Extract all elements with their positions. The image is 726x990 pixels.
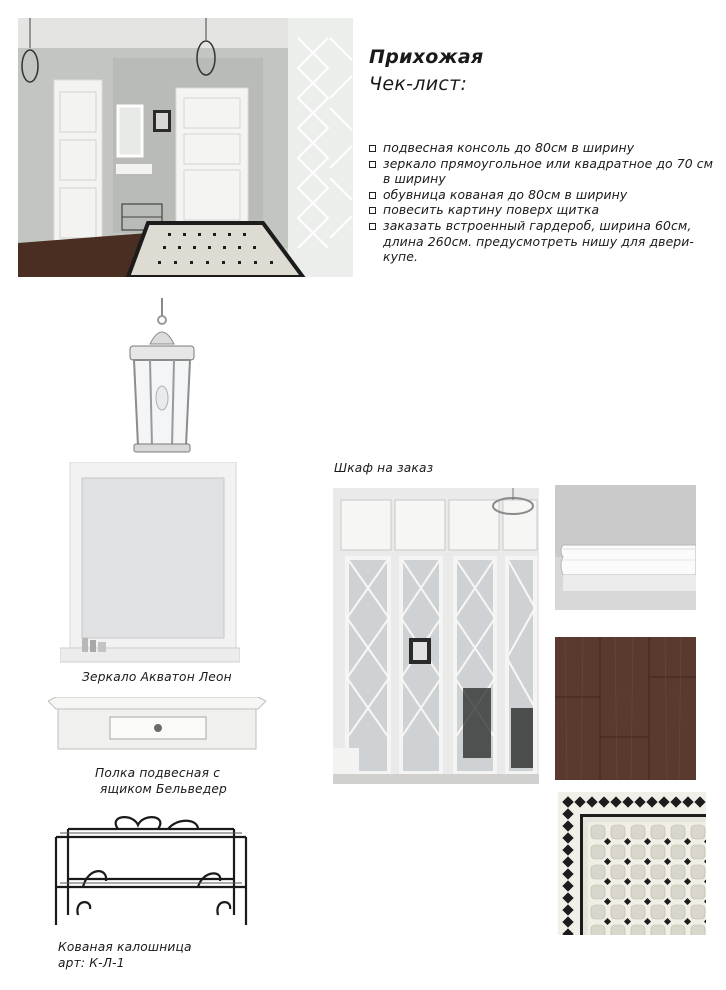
checkbox-icon xyxy=(369,207,376,214)
checklist-item: повесить картину поверх щитка xyxy=(369,202,714,218)
wardrobe-caption: Шкаф на заказ xyxy=(334,461,434,475)
checklist-item: заказать встроенный гардероб, ширина 60см, длина 260см. предусмотреть нишу для двери-купе. xyxy=(369,218,714,265)
checklist-item: зеркало прямоугольное или квадратное до 70 см в ширину xyxy=(369,156,714,187)
wardrobe-photo xyxy=(333,488,539,784)
tile-swatch xyxy=(558,792,706,935)
checkbox-icon xyxy=(369,161,376,168)
checkbox-icon xyxy=(369,192,376,199)
baseboard-photo xyxy=(555,485,696,610)
shoe-rack-photo xyxy=(48,815,253,930)
shelf-caption-line1: Полка подвесная с xyxy=(95,766,221,780)
shelf-caption-line2: ящиком Бельведер xyxy=(100,782,227,796)
checklist-item: обувница кованая до 80см в ширину xyxy=(369,187,714,203)
checkbox-icon xyxy=(369,223,376,230)
mirror-photo xyxy=(60,462,240,666)
mirror-caption: Зеркало Акватон Леон xyxy=(82,670,232,684)
page-subtitle: Чек-лист: xyxy=(369,73,468,95)
page-title: Прихожая xyxy=(369,46,484,68)
laminate-swatch xyxy=(555,637,696,780)
checklist-item: подвесная консоль до 80см в ширину xyxy=(369,140,714,156)
checklist xyxy=(369,140,714,265)
lantern-photo xyxy=(120,298,204,458)
checkbox-icon xyxy=(369,145,376,152)
shoe-rack-caption-line1: Кованая калошница xyxy=(58,940,192,954)
shoe-rack-caption-line2: арт: К-Л-1 xyxy=(58,956,125,970)
hero-photo xyxy=(18,18,353,277)
shelf-photo xyxy=(48,697,266,753)
